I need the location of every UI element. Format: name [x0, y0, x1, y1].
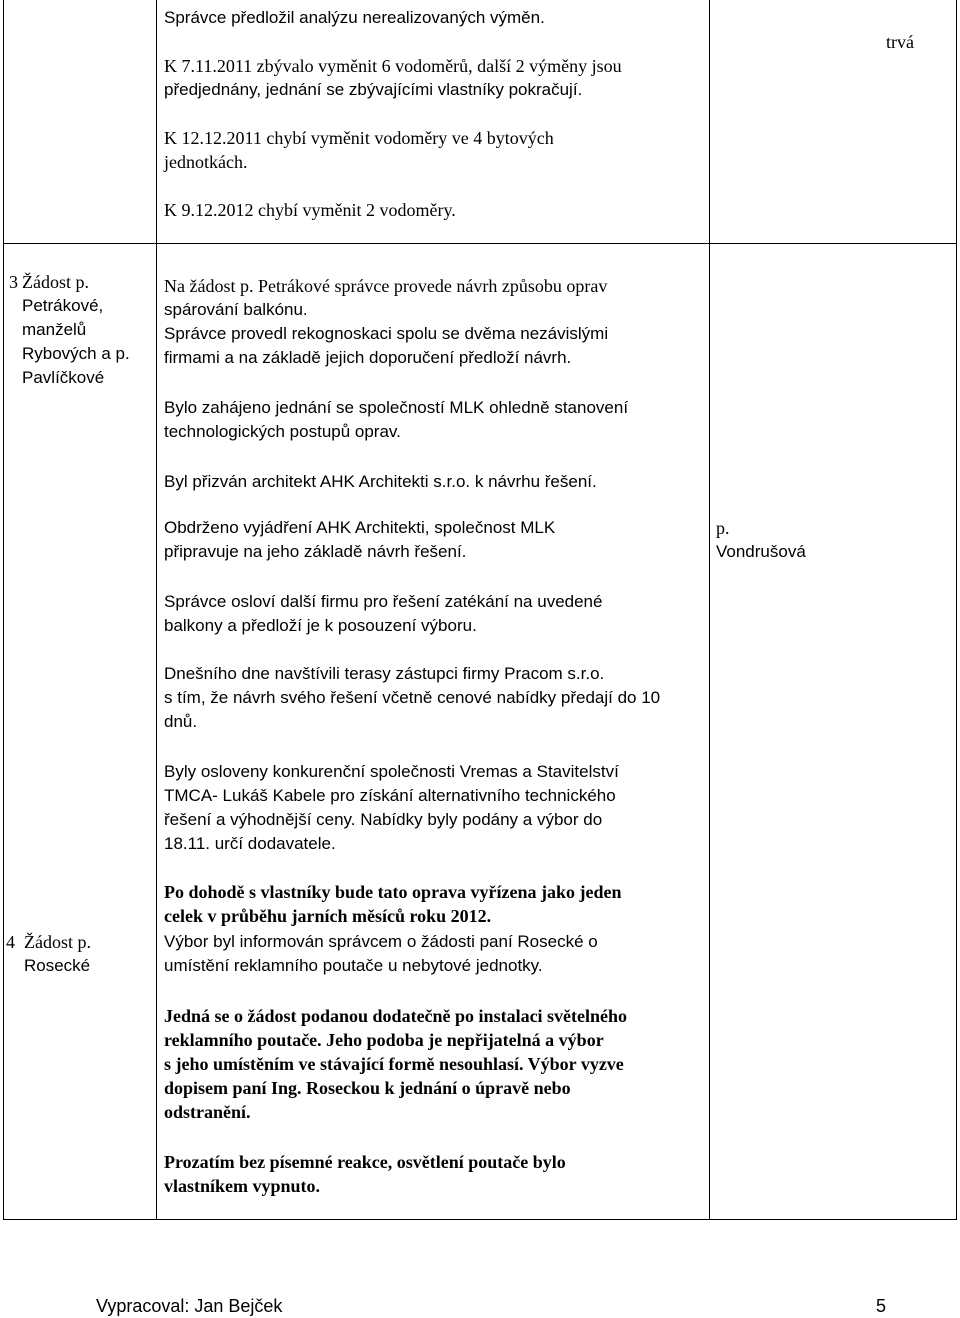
- row-divider: [3, 243, 957, 244]
- row3-g-line4: 18.11. určí dodavatele.: [164, 834, 336, 853]
- row3-h-line2: celek v průběhu jarních měsíců roku 2012.: [164, 906, 492, 926]
- row3-subject-line3: manželů: [22, 320, 87, 339]
- row4-a-line1: Výbor byl informován správcem o žádosti paní Rosecké o: [164, 932, 598, 951]
- top-p2-line1: K 7.11.2011 zbývalo vyměnit 6 vodoměrů, další 2 výměny jsou: [164, 56, 622, 76]
- row4-a-line2: umístění reklamního poutače u nebytové jednotky.: [164, 956, 543, 975]
- row3-number: 3: [9, 272, 18, 292]
- top-p3-line2: jednotkách.: [164, 152, 248, 172]
- row3-responsible-line1: p.: [716, 518, 730, 538]
- row4-subject-line1: Žádost p.: [24, 932, 91, 952]
- top-p2-line2: předjednány, jednání se zbývajícími vlastníky pokračují.: [164, 80, 583, 99]
- row3-f-line1: Dnešního dne navštívili terasy zástupci firmy Pracom s.r.o.: [164, 664, 605, 683]
- status-trva: trvá: [886, 32, 914, 52]
- row3-e-line2: balkony a předloží je k posouzení výboru.: [164, 616, 477, 635]
- row4-subject-line2: Rosecké: [24, 956, 91, 975]
- row3-subject-line1: Žádost p.: [22, 272, 89, 292]
- row3-g-line1: Byly osloveny konkurenční společnosti Vremas a Stavitelství: [164, 762, 619, 781]
- row4-b-line2: reklamního poutače. Jeho podoba je nepřijatelná a výbor: [164, 1030, 604, 1050]
- row3-a-line2: spárování balkónu.: [164, 300, 308, 319]
- row3-a-line4: firmami a na základě jejich doporučení předloží návrh.: [164, 348, 572, 367]
- row4-c-line2: vlastníkem vypnuto.: [164, 1176, 321, 1196]
- table-border-right: [956, 0, 957, 1220]
- row3-subject-line5: Pavlíčkové: [22, 368, 105, 387]
- row3-h-line1: Po dohodě s vlastníky bude tato oprava vyřízena jako jeden: [164, 882, 622, 902]
- top-p3-line1: K 12.12.2011 chybí vyměnit vodoměry ve 4 bytových: [164, 128, 554, 148]
- top-p4: K 9.12.2012 chybí vyměnit 2 vodoměry.: [164, 200, 456, 220]
- row3-subject-line2: Petrákové,: [22, 296, 104, 315]
- row4-number: 4: [6, 932, 15, 952]
- top-p1: Správce předložil analýzu nerealizovaných výměn.: [164, 8, 545, 27]
- row3-c-line1: Byl přizván architekt AHK Architekti s.r.o. k návrhu řešení.: [164, 472, 597, 491]
- footer-author: Vypracoval: Jan Bejček: [96, 1296, 283, 1316]
- row3-d-line2: připravuje na jeho základě návrh řešení.: [164, 542, 467, 561]
- column-divider-2: [709, 0, 710, 1220]
- row3-f-line3: dnů.: [164, 712, 198, 731]
- table-border-left: [3, 0, 4, 1220]
- row3-f-line2: s tím, že návrh svého řešení včetně cenové nabídky předají do 10: [164, 688, 661, 707]
- row3-subject-line4: Rybových a p.: [22, 344, 130, 363]
- row4-b-line3: s jeho umístěním ve stávající formě nesouhlasí. Výbor vyzve: [164, 1054, 624, 1074]
- row3-b-line1: Bylo zahájeno jednání se společností MLK ohledně stanovení: [164, 398, 629, 417]
- row3-g-line3: řešení a výhodnější ceny. Nabídky byly podány a výbor do: [164, 810, 603, 829]
- row4-b-line1: Jedná se o žádost podanou dodatečně po instalaci světelného: [164, 1006, 628, 1026]
- row3-a-line3: Správce provedl rekognoskaci spolu se dvěma nezávislými: [164, 324, 609, 343]
- row3-b-line2: technologických postupů oprav.: [164, 422, 401, 441]
- row3-g-line2: TMCA- Lukáš Kabele pro získání alternativního technického: [164, 786, 616, 805]
- table-border-bottom: [3, 1219, 957, 1220]
- row3-responsible-line2: Vondrušová: [716, 542, 806, 561]
- row3-d-line1: Obdrženo vyjádření AHK Architekti, společnost MLK: [164, 518, 556, 537]
- row4-b-line4: dopisem paní Ing. Roseckou k jednání o úpravě nebo: [164, 1078, 571, 1098]
- column-divider-1: [156, 0, 157, 1220]
- footer-page-number: 5: [876, 1296, 887, 1316]
- row3-e-line1: Správce osloví další firmu pro řešení zatékání na uvedené: [164, 592, 603, 611]
- row4-b-line5: odstranění.: [164, 1102, 251, 1122]
- row4-c-line1: Prozatím bez písemné reakce, osvětlení poutače bylo: [164, 1152, 566, 1172]
- row3-a-line1: Na žádost p. Petrákové správce provede návrh způsobu oprav: [164, 276, 608, 296]
